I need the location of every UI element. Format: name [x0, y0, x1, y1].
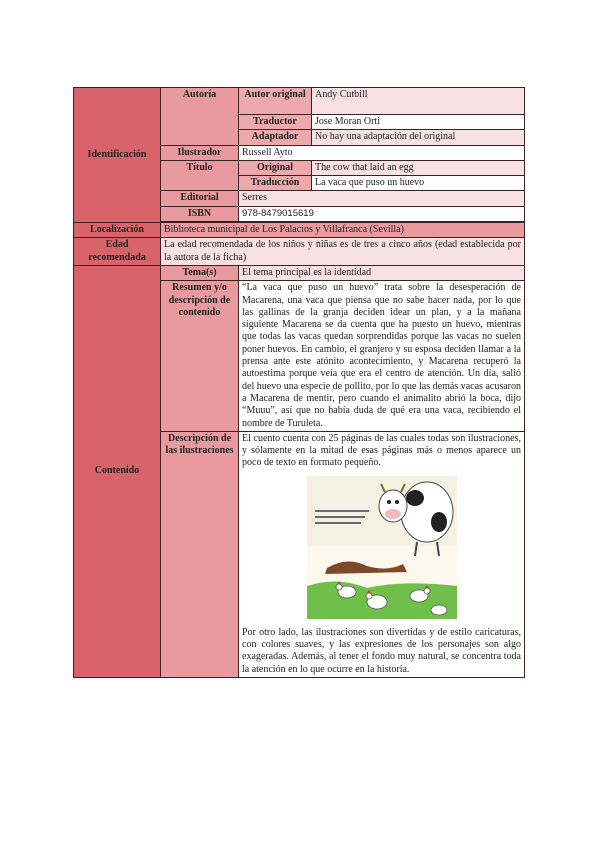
value-traductor: Jose Moran Orti	[312, 115, 525, 130]
value-isbn: 978-8479015619	[239, 206, 525, 221]
ilustraciones-paragraph-1: El cuento cuenta con 25 páginas de las cuales todas son ilustraciones, y sólamente en la mitad de esas páginas más o menos aparece un poco de texto en formato pequeño.	[242, 432, 521, 469]
ilustraciones-paragraph-2: Por otro lado, las ilustraciones son divertidas y de estilo caricaturas, con colores suaves, y las expresiones de los personajes son algo exageradas. Además, al tener el fondo muy natural, se concentra toda la atención en lo que ocurre en la historia.	[242, 626, 521, 675]
section-label-contenido: Contenido	[74, 265, 161, 677]
label-autoria: Autoría	[161, 88, 239, 146]
label-editorial: Editorial	[161, 191, 239, 206]
section-label-identificacion: Identificación	[74, 88, 161, 223]
label-autor-original: Autor original	[239, 88, 312, 115]
value-autor: Andy Cutbill	[312, 88, 525, 115]
value-adaptador: No hay una adaptación del original	[312, 130, 525, 145]
book-record-table	[73, 87, 525, 678]
label-traduccion: Traducción	[239, 176, 312, 191]
value-edad: La edad recomendada de los niños y niñas es de tres a cinco años (edad establecida por la autora de la ficha)	[161, 238, 525, 266]
value-ilustraciones	[239, 431, 525, 677]
label-ilustrador: Ilustrador	[161, 145, 239, 160]
book-illustration	[307, 476, 457, 619]
label-resumen: Resumen y/o descripción de contenido	[161, 281, 239, 432]
label-traductor: Traductor	[239, 115, 312, 130]
row-localizacion	[74, 223, 525, 238]
label-adaptador: Adaptador	[239, 130, 312, 145]
value-ilustrador: Russell Ayto	[239, 145, 525, 160]
value-localizacion: Biblioteca municipal de Los Palacios y Villafranca (Sevilla)	[161, 223, 525, 238]
value-original: The cow that laid an egg	[312, 160, 525, 175]
label-original: Original	[239, 160, 312, 175]
value-editorial: Serres	[239, 191, 525, 206]
label-titulo: Título	[161, 160, 239, 191]
label-isbn: ISBN	[161, 206, 239, 221]
value-traduccion: La vaca que puso un huevo	[312, 176, 525, 191]
section-label-localizacion: Localización	[74, 223, 161, 238]
row-temas	[74, 265, 525, 280]
row-edad	[74, 238, 525, 266]
value-resumen: “La vaca que puso un huevo” trata sobre la desesperación de Macarena, una vaca que piensa que no sabe hacer nada, por lo que las gallinas de la granja deciden idear un plan, y a la mañana siguiente Macarena se da cuenta que ha puesto un huevo, mientras que todas las vacas quedan sorprendidas porque las vacas no suelen poner huevos. En cambio, el granjero y su esposa deciden llamar a la prensa ante este atónito acontecimiento, y Macarena recuperó la autoestima porque veía que era el centro de atención. Un día, salió del huevo una especie de pollito, por lo que las demás vacas acusaron a Macarena de mentir, pero cuando el animalito abrió la boca, dijo “Muuu”, así que no había duda de qué era una vaca, recibiendo el nombre de Turuleta.	[239, 281, 525, 432]
value-temas: El tema principal es la identidad	[239, 265, 525, 280]
section-label-edad: Edad recomendada	[74, 238, 161, 266]
label-ilustraciones: Descripción de las ilustraciones	[161, 431, 239, 677]
label-temas: Tema(s)	[161, 265, 239, 280]
row-autor	[74, 88, 525, 115]
